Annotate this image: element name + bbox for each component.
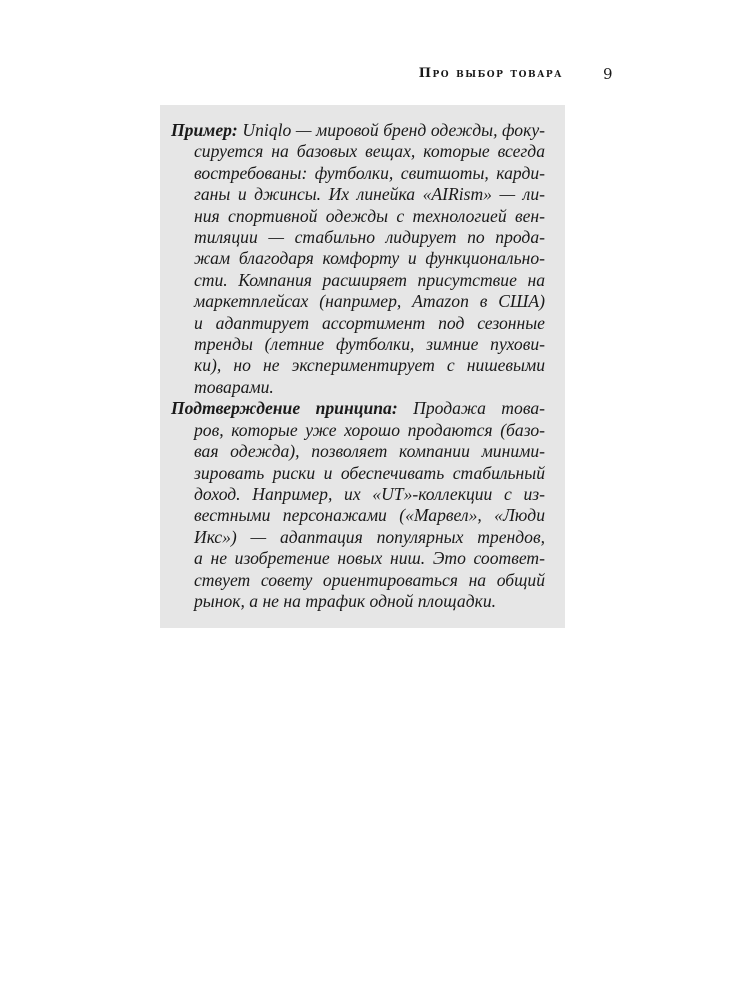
text-line: [171, 291, 545, 312]
text-line: [171, 398, 545, 419]
line-text: зировать риски и обеспечивать стабильный: [194, 462, 545, 483]
running-title: Про выбор товара: [418, 66, 563, 81]
paragraph: [171, 120, 545, 398]
line-text: Продажа това-: [413, 398, 545, 419]
line-text: доход. Например, их «UT»-коллекции с из-: [194, 483, 545, 504]
text-line: [171, 206, 545, 227]
line-text: и адаптирует ассортимент под сезонные: [194, 312, 545, 333]
line-text: товарами.: [194, 376, 274, 397]
line-text: ствует совету ориентироваться на общий: [194, 569, 545, 590]
text-line: [171, 120, 545, 141]
page-number: 9: [603, 65, 613, 83]
line-text: вая одежда), позволяет компании миними-: [194, 441, 545, 462]
line-text: сти. Компания расширяет присутствие на: [194, 269, 545, 290]
text-line: [171, 334, 545, 355]
line-text: ки), но не экспериментирует с нишевыми: [194, 355, 545, 376]
page-header: [0, 66, 750, 90]
line-text: Икс») — адаптация популярных трендов,: [194, 526, 545, 547]
text-line: [171, 270, 545, 291]
line-text: ганы и джинсы. Их линейка «AIRism» — ли-: [194, 184, 545, 205]
text-line: [171, 163, 545, 184]
text-line: [171, 227, 545, 248]
line-text: рынок, а не на трафик одной площадки.: [194, 590, 497, 611]
text-line: [171, 441, 545, 462]
text-line: [171, 548, 545, 569]
line-text: Uniqlo — мировой бренд одежды, фоку-: [242, 120, 545, 140]
text-line: [171, 355, 545, 376]
text-line: [171, 591, 545, 612]
paragraph-label: Подтверждение принципа:: [171, 398, 398, 419]
line-text: тиляции — стабильно лидирует по прода-: [194, 227, 545, 248]
line-text: востребованы: футболки, свитшоты, карди-: [194, 162, 545, 183]
line-text: ния спортивной одежды с технологией вен-: [194, 205, 545, 226]
line-text: а не изобретение новых ниш. Это соответ-: [194, 548, 545, 569]
text-line: [171, 248, 545, 269]
text-line: [171, 377, 545, 398]
paragraph-label: Пример:: [171, 120, 238, 140]
text-line: [171, 570, 545, 591]
text-line: [171, 141, 545, 162]
line-text: ров, которые уже хорошо продаются (базо-: [194, 419, 545, 440]
line-text: маркетплейсах (например, Amazon в США): [194, 291, 545, 312]
example-text: [171, 120, 545, 612]
line-text: тренды (летние футболки, зимние пухови-: [194, 334, 545, 355]
text-line: [171, 420, 545, 441]
text-line: [171, 463, 545, 484]
line-text: сируется на базовых вещах, которые всегда: [194, 141, 545, 162]
text-line: [171, 505, 545, 526]
example-sidebar-box: [160, 105, 565, 628]
text-line: [171, 184, 545, 205]
line-text: жам благодаря комфорту и функционально-: [194, 248, 545, 269]
paragraph: [171, 398, 545, 612]
text-line: [171, 313, 545, 334]
text-line: [171, 527, 545, 548]
line-text: вестными персонажами («Марвел», «Люди: [194, 505, 545, 526]
text-line: [171, 484, 545, 505]
